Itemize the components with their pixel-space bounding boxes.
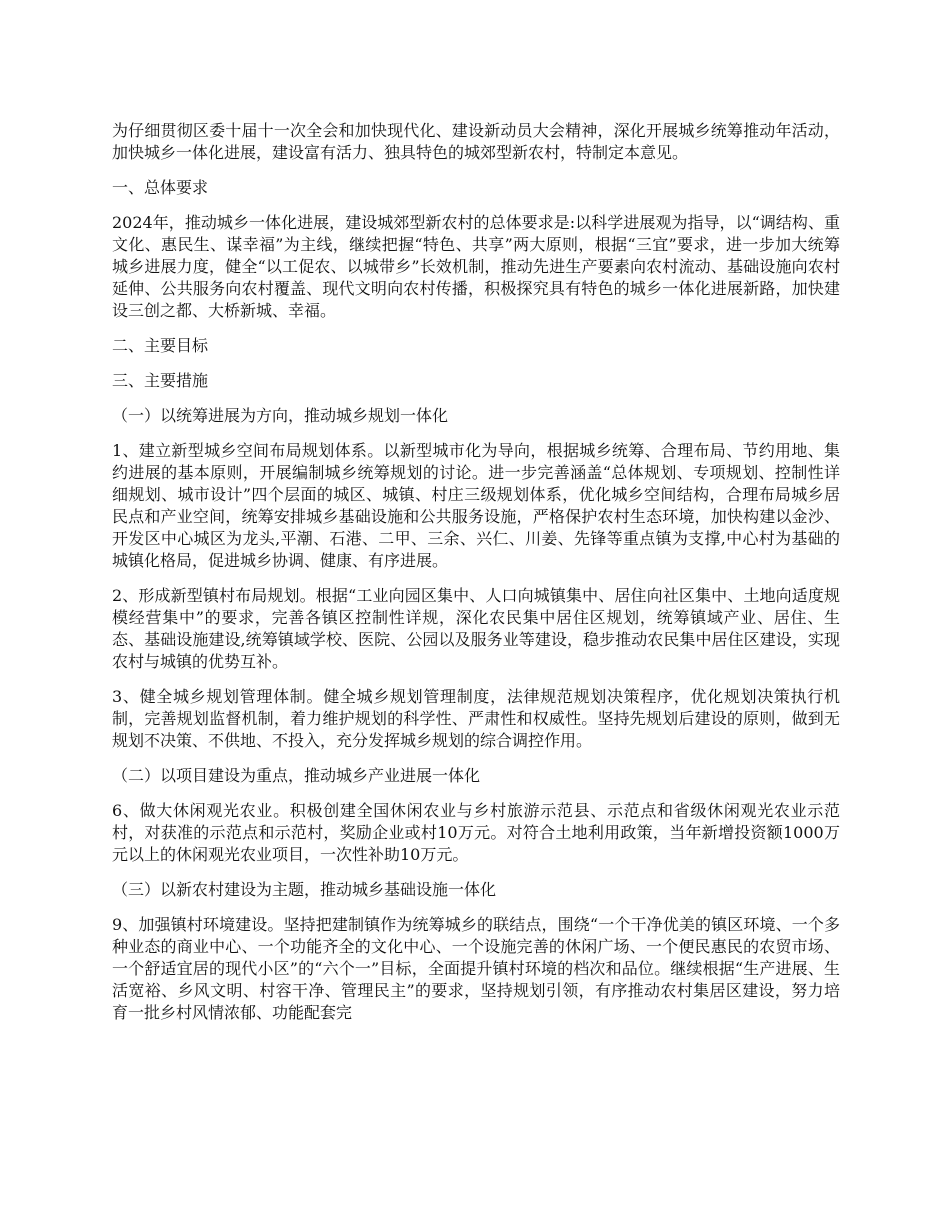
subsection-heading-industry: （二）以项目建设为重点，推动城乡产业进展一体化 (112, 766, 481, 785)
measure-paragraph-6: 6、做大休闲观光农业。积极创建全国休闲农业与乡村旅游示范县、示范点和省级休闲观光农业示范村，对获准的示范点和示范村，奖励企业或村10万元。对符合土地利用政策，当年新增投资额1000万元以上的休闲观光农业项目，一次性补助10万元。 (112, 801, 840, 864)
section-heading-general: 一、总体要求 (112, 178, 209, 197)
general-requirements-paragraph: 2024年，推动城乡一体化进展，建设城郊型新农村的总体要求是:以科学进展观为指导，以“调结构、重文化、惠民生、谋幸福”为主线，继续把握“特色、共享”两大原则，根据“三宜”要求，进一步加大统筹城乡进展力度，健全“以工促农、以城带乡”长效机制，推动先进生产要素向农村流动、基础设施向农村延伸、公共服务向农村覆盖、现代文明向农村传播，积极探究具有特色的城乡一体化进展新路，加快建设三创之都、大桥新城、幸福。 (112, 213, 840, 320)
measure-paragraph-9: 9、加强镇村环境建设。坚持把建制镇作为统筹城乡的联结点，围绕“一个干净优美的镇区环境、一个多种业态的商业中心、一个功能齐全的文化中心、一个设施完善的休闲广场、一个便民惠民的农贸市场、一个舒适宜居的现代小区”的“六个一”目标，全面提升镇村环境的档次和品位。继续根据“生产进展、生活宽裕、乡风文明、村容干净、管理民主”的要求，坚持规划引领，有序推动农村集居区建设，努力培育一批乡村风情浓郁、功能配套完 (112, 915, 840, 1022)
measure-paragraph-2: 2、形成新型镇村布局规划。根据“工业向园区集中、人口向城镇集中、居住向社区集中、土地向适度规模经营集中”的要求，完善各镇区控制性详规，深化农民集中居住区规划，统筹镇域产业、居住、生态、基础设施建设,统筹镇域学校、医院、公园以及服务业等建设，稳步推动农民集中居住区建设，实现农村与城镇的优势互补。 (112, 586, 840, 671)
section-heading-measures: 三、主要措施 (112, 371, 209, 390)
section-heading-goals: 二、主要目标 (112, 336, 209, 355)
intro-paragraph: 为仔细贯彻区委十届十一次全会和加快现代化、建设新动员大会精神，深化开展城乡统筹推动年活动，加快城乡一体化进展，建设富有活力、独具特色的城郊型新农村，特制定本意见。 (112, 121, 840, 162)
subsection-heading-infrastructure: （三）以新农村建设为主题，推动城乡基础设施一体化 (112, 880, 497, 899)
subsection-heading-planning: （一）以统筹进展为方向，推动城乡规划一体化 (112, 406, 449, 425)
measure-paragraph-1: 1、建立新型城乡空间布局规划体系。以新型城市化为导向，根据城乡统筹、合理布局、节约用地、集约进展的基本原则，开展编制城乡统筹规划的讨论。进一步完善涵盖“总体规划、专项规划、控制性详细规划、城市设计”四个层面的城区、城镇、村庄三级规划体系，优化城乡空间结构，合理布局城乡居民点和产业空间，统筹安排城乡基础设施和公共服务设施，严格保护农村生态环境，加快构建以金沙、开发区中心城区为龙头,平潮、石港、二甲、三余、兴仁、川姜、先锋等重点镇为支撑,中心村为基础的城镇化格局，促进城乡协调、健康、有序进展。 (112, 441, 840, 570)
measure-paragraph-3: 3、健全城乡规划管理体制。健全城乡规划管理制度，法律规范规划决策程序，优化规划决策执行机制，完善规划监督机制，着力维护规划的科学性、严肃性和权威性。坚持先规划后建设的原则，做到无规划不决策、不供地、不投入，充分发挥城乡规划的综合调控作用。 (112, 687, 840, 750)
